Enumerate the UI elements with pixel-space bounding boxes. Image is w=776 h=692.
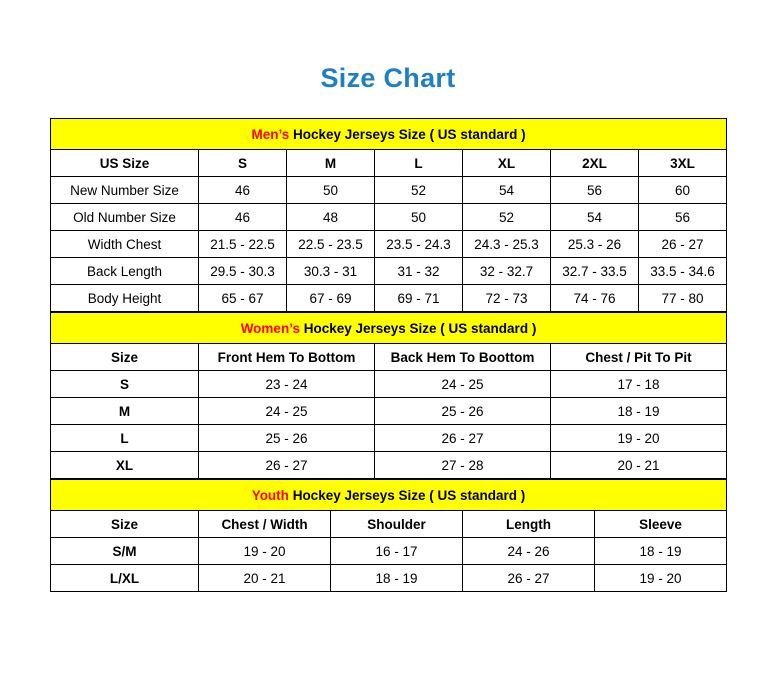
table-cell: 26 - 27 xyxy=(199,452,375,479)
table-cell: 26 - 27 xyxy=(375,425,551,452)
mens-section-heading xyxy=(51,119,727,150)
table-row xyxy=(51,538,727,565)
table-cell: 25 - 26 xyxy=(375,398,551,425)
table-cell: 46 xyxy=(199,204,287,231)
womens-section-heading xyxy=(51,313,727,344)
row-label: Back Length xyxy=(51,258,199,285)
table-cell: 22.5 - 23.5 xyxy=(287,231,375,258)
table-cell: 52 xyxy=(375,177,463,204)
column-header: Back Hem To Boottom xyxy=(375,344,551,371)
youth-heading-rest: Hockey Jerseys Size ( US standard ) xyxy=(288,487,526,503)
table-cell: 72 - 73 xyxy=(463,285,551,312)
table-cell: 29.5 - 30.3 xyxy=(199,258,287,285)
column-header: Length xyxy=(463,511,595,538)
column-header: Sleeve xyxy=(595,511,727,538)
column-header: 2XL xyxy=(551,150,639,177)
size-chart-tables xyxy=(50,118,726,592)
column-header: US Size xyxy=(51,150,199,177)
table-cell: 30.3 - 31 xyxy=(287,258,375,285)
table-row xyxy=(51,258,727,285)
table-header-row xyxy=(51,150,727,177)
section-heading-row xyxy=(51,480,727,511)
table-cell: 32 - 32.7 xyxy=(463,258,551,285)
column-header: Size xyxy=(51,344,199,371)
table-cell: 19 - 20 xyxy=(595,565,727,592)
table-cell: 18 - 19 xyxy=(595,538,727,565)
table-cell: 56 xyxy=(639,204,727,231)
table-cell: 56 xyxy=(551,177,639,204)
table-cell: 65 - 67 xyxy=(199,285,287,312)
table-cell: 18 - 19 xyxy=(331,565,463,592)
youth-size-table xyxy=(50,479,727,592)
table-cell: 24.3 - 25.3 xyxy=(463,231,551,258)
table-cell: 24 - 26 xyxy=(463,538,595,565)
table-cell: 50 xyxy=(287,177,375,204)
table-row xyxy=(51,204,727,231)
table-cell: 24 - 25 xyxy=(199,398,375,425)
table-cell: 48 xyxy=(287,204,375,231)
page-title: Size Chart xyxy=(320,63,456,93)
row-label: XL xyxy=(51,452,199,479)
table-cell: 25 - 26 xyxy=(199,425,375,452)
table-header-row xyxy=(51,344,727,371)
table-cell: 23 - 24 xyxy=(199,371,375,398)
table-cell: 25.3 - 26 xyxy=(551,231,639,258)
table-row xyxy=(51,231,727,258)
table-cell: 19 - 20 xyxy=(551,425,727,452)
table-row xyxy=(51,425,727,452)
column-header: L xyxy=(375,150,463,177)
table-row xyxy=(51,285,727,312)
table-cell: 17 - 18 xyxy=(551,371,727,398)
table-cell: 23.5 - 24.3 xyxy=(375,231,463,258)
table-cell: 54 xyxy=(463,177,551,204)
womens-heading-accent: Women’s xyxy=(240,320,300,336)
mens-size-table xyxy=(50,118,727,312)
table-cell: 18 - 19 xyxy=(551,398,727,425)
row-label: Body Height xyxy=(51,285,199,312)
row-label: L/XL xyxy=(51,565,199,592)
table-cell: 26 - 27 xyxy=(639,231,727,258)
row-label: New Number Size xyxy=(51,177,199,204)
column-header: Shoulder xyxy=(331,511,463,538)
column-header: Chest / Width xyxy=(199,511,331,538)
column-header: XL xyxy=(463,150,551,177)
table-cell: 20 - 21 xyxy=(551,452,727,479)
table-row xyxy=(51,177,727,204)
table-header-row xyxy=(51,511,727,538)
table-cell: 54 xyxy=(551,204,639,231)
table-cell: 32.7 - 33.5 xyxy=(551,258,639,285)
table-cell: 27 - 28 xyxy=(375,452,551,479)
womens-heading-rest: Hockey Jerseys Size ( US standard ) xyxy=(299,320,537,336)
column-header: S xyxy=(199,150,287,177)
column-header: Front Hem To Bottom xyxy=(199,344,375,371)
mens-heading-rest: Hockey Jerseys Size ( US standard ) xyxy=(289,126,526,142)
row-label: S/M xyxy=(51,538,199,565)
column-header: Chest / Pit To Pit xyxy=(551,344,727,371)
row-label: S xyxy=(51,371,199,398)
table-cell: 33.5 - 34.6 xyxy=(639,258,727,285)
section-heading-row xyxy=(51,119,727,150)
table-cell: 50 xyxy=(375,204,463,231)
section-heading-row xyxy=(51,313,727,344)
table-cell: 16 - 17 xyxy=(331,538,463,565)
table-row xyxy=(51,371,727,398)
table-cell: 74 - 76 xyxy=(551,285,639,312)
table-row xyxy=(51,565,727,592)
table-cell: 21.5 - 22.5 xyxy=(199,231,287,258)
table-cell: 24 - 25 xyxy=(375,371,551,398)
row-label: L xyxy=(51,425,199,452)
table-cell: 26 - 27 xyxy=(463,565,595,592)
table-cell: 46 xyxy=(199,177,287,204)
womens-size-table xyxy=(50,312,727,479)
youth-heading-accent: Youth xyxy=(251,487,289,503)
table-cell: 19 - 20 xyxy=(199,538,331,565)
table-row xyxy=(51,452,727,479)
row-label: Old Number Size xyxy=(51,204,199,231)
table-cell: 52 xyxy=(463,204,551,231)
youth-section-heading xyxy=(51,480,727,511)
table-cell: 77 - 80 xyxy=(639,285,727,312)
table-cell: 20 - 21 xyxy=(199,565,331,592)
column-header: 3XL xyxy=(639,150,727,177)
mens-heading-accent: Men’s xyxy=(251,126,290,142)
table-cell: 31 - 32 xyxy=(375,258,463,285)
column-header: M xyxy=(287,150,375,177)
table-cell: 69 - 71 xyxy=(375,285,463,312)
column-header: Size xyxy=(51,511,199,538)
row-label: Width Chest xyxy=(51,231,199,258)
table-row xyxy=(51,398,727,425)
table-cell: 67 - 69 xyxy=(287,285,375,312)
table-cell: 60 xyxy=(639,177,727,204)
row-label: M xyxy=(51,398,199,425)
